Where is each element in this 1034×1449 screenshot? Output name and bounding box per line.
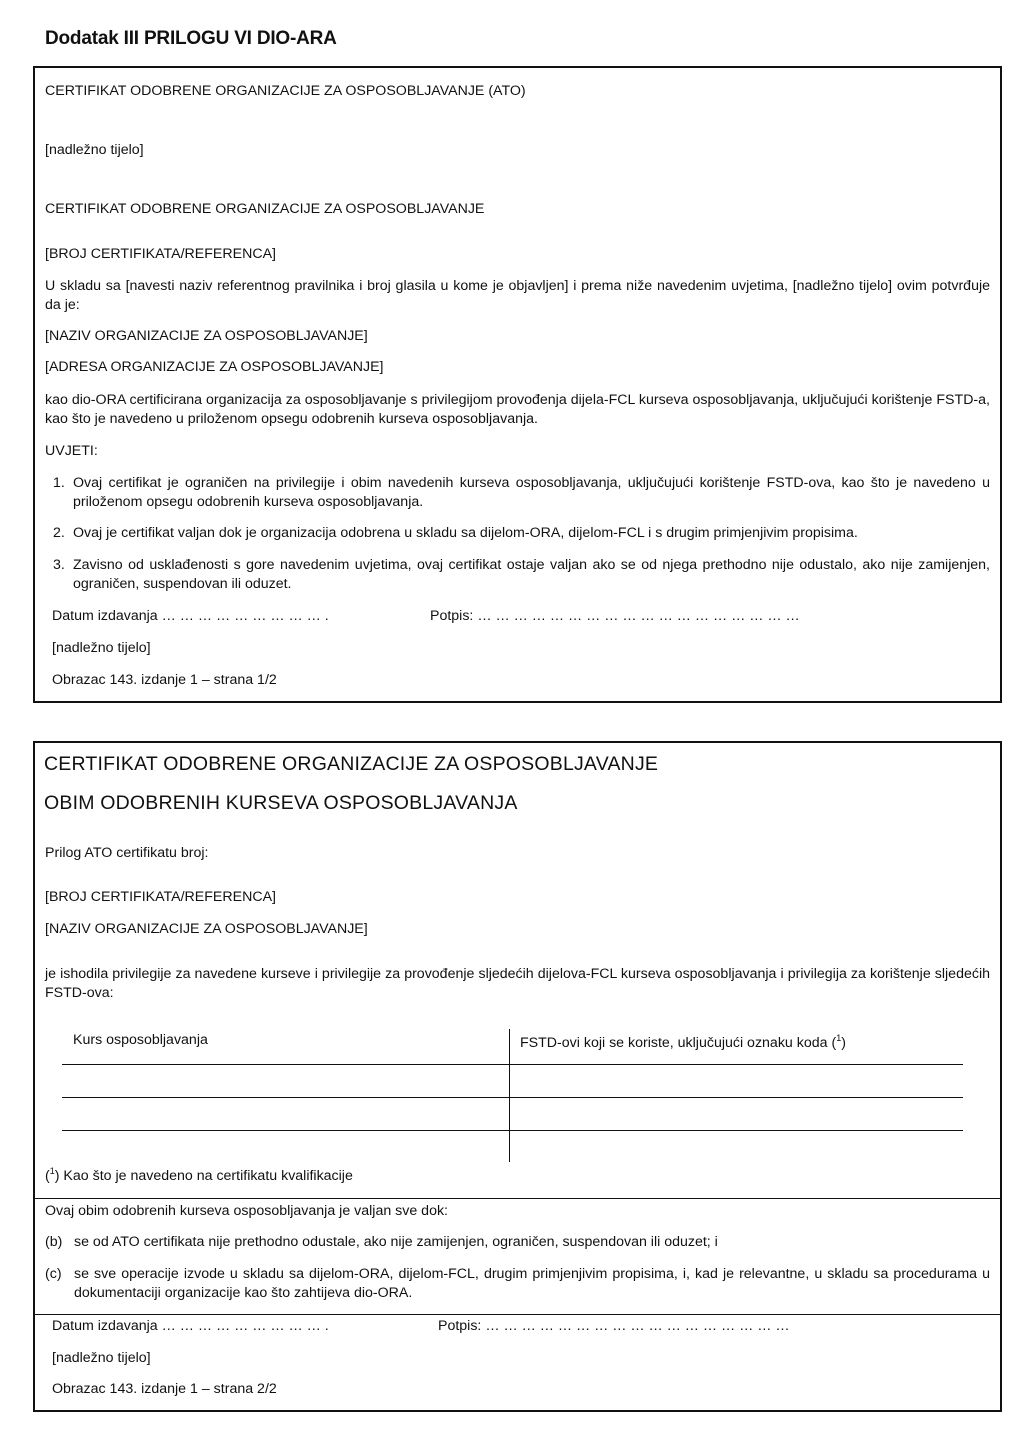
attachment-label: Prilog ATO certifikatu broj:	[45, 845, 209, 861]
certificate-subtitle: CERTIFIKAT ODOBRENE ORGANIZACIJE ZA OSPOSOBLJAVANJE	[45, 201, 485, 217]
authority-footer: [nadležno tijelo]	[52, 1350, 151, 1366]
validity-item-text: se sve operacije izvode u skladu sa dijelom-ORA, dijelom-FCL, drugim primjenjivim propisima, i, kad je relevantne, u skladu sa procedurama u dokumentaciji organizacije kao što zahtijeva dio-ORA.	[74, 1266, 990, 1301]
table-column-divider	[509, 1029, 510, 1162]
table-row	[62, 1130, 963, 1131]
signature-field: Potpis: … … … … … … … … … … … … … … … … …	[438, 1318, 790, 1334]
organisation-address: [ADRESA ORGANIZACIJE ZA OSPOSOBLJAVANJE]	[45, 359, 384, 375]
issue-date-field: Datum izdavanja … … … … … … … … … .	[52, 1318, 329, 1334]
condition-text: Ovaj je certifikat valjan dok je organizacija odobrena u skladu sa dijelom-ORA, dijelom-FCL i s drugim primjenjivim propisima.	[73, 525, 858, 541]
table-header-fstd: FSTD-ovi koji se koriste, uključujući oznaku koda ($^1$)	[520, 1033, 846, 1051]
certificate-number: [BROJ CERTIFIKATA/REFERENCA]	[45, 889, 276, 905]
form-footer: Obrazac 143. izdanje 1 – strana 2/2	[52, 1381, 277, 1397]
privileges-paragraph: je ishodila privilegije za navedene kurseve i privilegije za provođenje sljedećih dijelova-FCL kurseva osposobljavanja i privilegija za korištenje sljedećih FSTD-ova:	[45, 966, 990, 1001]
intro-paragraph: U skladu sa [navesti naziv referentnog pravilnika i broj glasila u kome je objavljen] i prema niže navedenim uvjetima, [nadležno tijelo] ovim potvrđuje da je:	[45, 278, 990, 313]
validity-item-text: se od ATO certifikata nije prethodno odustale, ako nije zamijenjen, ograničen, suspendovan ili oduzet; i	[74, 1234, 718, 1250]
scope-title: CERTIFIKAT ODOBRENE ORGANIZACIJE ZA OSPOSOBLJAVANJE	[44, 753, 659, 775]
authority-footer: [nadležno tijelo]	[52, 640, 151, 656]
certificate-title: CERTIFIKAT ODOBRENE ORGANIZACIJE ZA OSPOSOBLJAVANJE (ATO)	[45, 83, 526, 99]
table-row	[62, 1064, 963, 1065]
validity-item-label: (c)	[45, 1266, 62, 1282]
condition-number: 3.	[53, 557, 65, 573]
competent-authority: [nadležno tijelo]	[45, 142, 144, 158]
footnote: ($^1$) Kao što je navedeno na certifikatu kvalifikacije	[45, 1166, 353, 1184]
signature-field: Potpis: … … … … … … … … … … … … … … … … … …	[430, 608, 800, 624]
conditions-label: UVJETI:	[45, 443, 98, 459]
validity-label: Ovaj obim odobrenih kurseva osposobljavanja je valjan sve dok:	[45, 1203, 448, 1219]
condition-text: Zavisno od usklađenosti s gore navedenim uvjetima, ovaj certifikat ostaje valjan ako se od njega prethodno nije odustalo, ako nije zamijenjen, ograničen, suspendovan ili oduzet.	[73, 557, 990, 592]
condition-number: 2.	[53, 525, 65, 541]
certificate-page-2	[33, 741, 1002, 1412]
condition-number: 1.	[53, 475, 65, 491]
table-header-course: Kurs osposobljavanja	[73, 1032, 208, 1048]
privilege-statement: kao dio-ORA certificirana organizacija za osposobljavanje s privilegijom provođenja dijela-FCL kurseva osposobljavanja, uključujući korištenje FSTD-a, kao što je navedeno u priloženom opsegu odobrenih kurseva osposobljavanja.	[45, 392, 990, 427]
certificate-number: [BROJ CERTIFIKATA/REFERENCA]	[45, 246, 276, 262]
table-row	[62, 1097, 963, 1098]
scope-subtitle: OBIM ODOBRENIH KURSEVA OSPOSOBLJAVANJA	[44, 792, 518, 814]
organisation-name: [NAZIV ORGANIZACIJE ZA OSPOSOBLJAVANJE]	[45, 921, 368, 937]
organisation-name: [NAZIV ORGANIZACIJE ZA OSPOSOBLJAVANJE]	[45, 328, 368, 344]
condition-text: Ovaj certifikat je ograničen na privilegije i obim navedenih kurseva osposobljavanja, uključujući korištenje FSTD-ova, kao što je navedeno u priloženom opsegu odobrenih kurseva osposobljavanja.	[73, 475, 990, 510]
section-divider	[33, 1314, 1002, 1315]
issue-date-field: Datum izdavanja … … … … … … … … … .	[52, 608, 329, 624]
validity-item-label: (b)	[45, 1234, 63, 1250]
form-footer: Obrazac 143. izdanje 1 – strana 1/2	[52, 672, 277, 688]
document-heading: Dodatak III PRILOGU VI DIO-ARA	[45, 28, 337, 49]
section-divider	[33, 1198, 1002, 1199]
